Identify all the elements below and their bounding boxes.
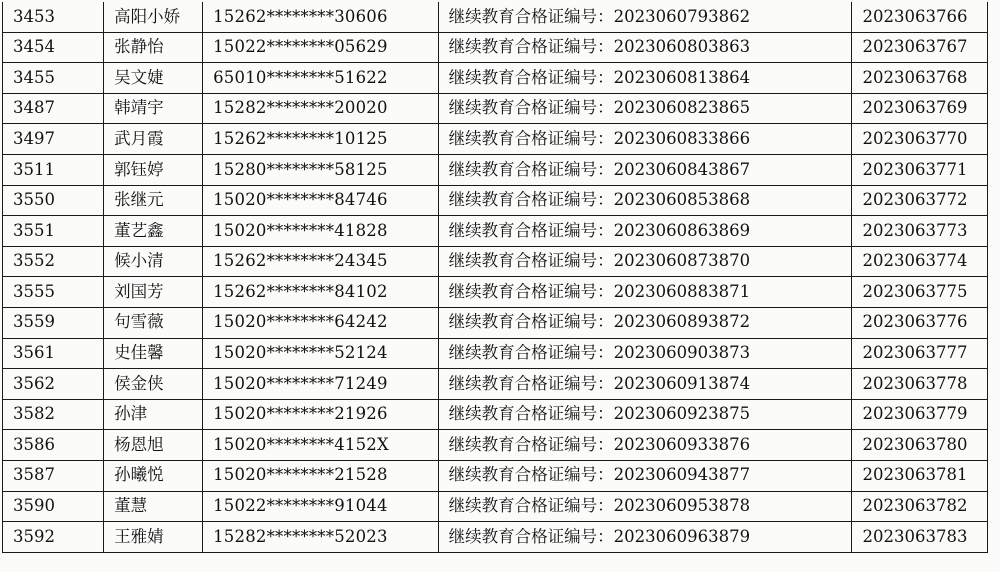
certificate-number-cell: 继续教育合格证编号：2023060953878 xyxy=(438,491,852,522)
table-row xyxy=(3,154,988,185)
sequence-number-cell: 3559 xyxy=(3,307,104,338)
certificate-number-cell: 继续教育合格证编号：2023060793862 xyxy=(438,2,852,32)
record-number-cell: 2023063773 xyxy=(852,216,988,247)
certificate-number-cell: 继续教育合格证编号：2023060833866 xyxy=(438,124,852,155)
masked-id-number-cell: 15020********21528 xyxy=(203,460,439,491)
person-name-cell: 吴文婕 xyxy=(104,63,203,94)
sequence-number-cell: 3497 xyxy=(3,124,104,155)
certificate-number-cell: 继续教育合格证编号：2023060883871 xyxy=(438,277,852,308)
sequence-number-cell: 3562 xyxy=(3,369,104,400)
certificate-number-cell: 继续教育合格证编号：2023060823865 xyxy=(438,93,852,124)
masked-id-number-cell: 15262********10125 xyxy=(203,124,439,155)
masked-id-number-cell: 15020********84746 xyxy=(203,185,439,216)
masked-id-number-cell: 15022********91044 xyxy=(203,491,439,522)
record-number-cell: 2023063766 xyxy=(852,2,988,32)
table-row xyxy=(3,522,988,553)
table-row xyxy=(3,491,988,522)
record-number-cell: 2023063767 xyxy=(852,32,988,63)
table-row xyxy=(3,2,988,32)
table-row xyxy=(3,63,988,94)
person-name-cell: 武月霞 xyxy=(104,124,203,155)
roster-table-body xyxy=(3,2,988,552)
certificate-number-cell: 继续教育合格证编号：2023060853868 xyxy=(438,185,852,216)
certificate-number-cell: 继续教育合格证编号：2023060863869 xyxy=(438,216,852,247)
table-row xyxy=(3,246,988,277)
certificate-number-cell: 继续教育合格证编号：2023060893872 xyxy=(438,307,852,338)
masked-id-number-cell: 15262********84102 xyxy=(203,277,439,308)
table-row xyxy=(3,307,988,338)
table-row xyxy=(3,216,988,247)
certificate-roster-table xyxy=(2,2,988,553)
person-name-cell: 杨恩旭 xyxy=(104,430,203,461)
sequence-number-cell: 3511 xyxy=(3,154,104,185)
record-number-cell: 2023063782 xyxy=(852,491,988,522)
sequence-number-cell: 3453 xyxy=(3,2,104,32)
sequence-number-cell: 3590 xyxy=(3,491,104,522)
masked-id-number-cell: 15262********24345 xyxy=(203,246,439,277)
certificate-number-cell: 继续教育合格证编号：2023060873870 xyxy=(438,246,852,277)
record-number-cell: 2023063783 xyxy=(852,522,988,553)
table-row xyxy=(3,369,988,400)
record-number-cell: 2023063780 xyxy=(852,430,988,461)
record-number-cell: 2023063768 xyxy=(852,63,988,94)
masked-id-number-cell: 15022********05629 xyxy=(203,32,439,63)
masked-id-number-cell: 15020********41828 xyxy=(203,216,439,247)
record-number-cell: 2023063777 xyxy=(852,338,988,369)
sequence-number-cell: 3592 xyxy=(3,522,104,553)
person-name-cell: 张静怡 xyxy=(104,32,203,63)
certificate-number-cell: 继续教育合格证编号：2023060903873 xyxy=(438,338,852,369)
certificate-number-cell: 继续教育合格证编号：2023060943877 xyxy=(438,460,852,491)
table-row xyxy=(3,32,988,63)
person-name-cell: 王雅婧 xyxy=(104,522,203,553)
person-name-cell: 侯金侠 xyxy=(104,369,203,400)
person-name-cell: 董艺鑫 xyxy=(104,216,203,247)
sequence-number-cell: 3586 xyxy=(3,430,104,461)
person-name-cell: 郭钰婷 xyxy=(104,154,203,185)
certificate-number-cell: 继续教育合格证编号：2023060963879 xyxy=(438,522,852,553)
person-name-cell: 史佳馨 xyxy=(104,338,203,369)
sequence-number-cell: 3454 xyxy=(3,32,104,63)
table-row xyxy=(3,460,988,491)
certificate-number-cell: 继续教育合格证编号：2023060803863 xyxy=(438,32,852,63)
masked-id-number-cell: 15262********30606 xyxy=(203,2,439,32)
certificate-number-cell: 继续教育合格证编号：2023060923875 xyxy=(438,399,852,430)
masked-id-number-cell: 15282********52023 xyxy=(203,522,439,553)
table-row xyxy=(3,124,988,155)
table-row xyxy=(3,338,988,369)
masked-id-number-cell: 15282********20020 xyxy=(203,93,439,124)
sequence-number-cell: 3561 xyxy=(3,338,104,369)
table-row xyxy=(3,185,988,216)
person-name-cell: 刘国芳 xyxy=(104,277,203,308)
masked-id-number-cell: 15020********21926 xyxy=(203,399,439,430)
record-number-cell: 2023063776 xyxy=(852,307,988,338)
certificate-number-cell: 继续教育合格证编号：2023060913874 xyxy=(438,369,852,400)
certificate-number-cell: 继续教育合格证编号：2023060813864 xyxy=(438,63,852,94)
masked-id-number-cell: 15020********4152X xyxy=(203,430,439,461)
certificate-number-cell: 继续教育合格证编号：2023060843867 xyxy=(438,154,852,185)
sequence-number-cell: 3550 xyxy=(3,185,104,216)
record-number-cell: 2023063778 xyxy=(852,369,988,400)
person-name-cell: 候小清 xyxy=(104,246,203,277)
sequence-number-cell: 3582 xyxy=(3,399,104,430)
person-name-cell: 董慧 xyxy=(104,491,203,522)
record-number-cell: 2023063769 xyxy=(852,93,988,124)
sequence-number-cell: 3551 xyxy=(3,216,104,247)
person-name-cell: 孙曦悦 xyxy=(104,460,203,491)
record-number-cell: 2023063770 xyxy=(852,124,988,155)
person-name-cell: 孙津 xyxy=(104,399,203,430)
table-row xyxy=(3,430,988,461)
person-name-cell: 韩靖宇 xyxy=(104,93,203,124)
table-row xyxy=(3,277,988,308)
sequence-number-cell: 3552 xyxy=(3,246,104,277)
record-number-cell: 2023063774 xyxy=(852,246,988,277)
certificate-number-cell: 继续教育合格证编号：2023060933876 xyxy=(438,430,852,461)
table-row xyxy=(3,399,988,430)
record-number-cell: 2023063781 xyxy=(852,460,988,491)
sequence-number-cell: 3555 xyxy=(3,277,104,308)
record-number-cell: 2023063771 xyxy=(852,154,988,185)
record-number-cell: 2023063779 xyxy=(852,399,988,430)
sequence-number-cell: 3455 xyxy=(3,63,104,94)
record-number-cell: 2023063772 xyxy=(852,185,988,216)
masked-id-number-cell: 15280********58125 xyxy=(203,154,439,185)
masked-id-number-cell: 65010********51622 xyxy=(203,63,439,94)
sequence-number-cell: 3587 xyxy=(3,460,104,491)
person-name-cell: 高阳小娇 xyxy=(104,2,203,32)
masked-id-number-cell: 15020********52124 xyxy=(203,338,439,369)
masked-id-number-cell: 15020********71249 xyxy=(203,369,439,400)
table-row xyxy=(3,93,988,124)
person-name-cell: 句雪薇 xyxy=(104,307,203,338)
masked-id-number-cell: 15020********64242 xyxy=(203,307,439,338)
person-name-cell: 张继元 xyxy=(104,185,203,216)
sequence-number-cell: 3487 xyxy=(3,93,104,124)
record-number-cell: 2023063775 xyxy=(852,277,988,308)
